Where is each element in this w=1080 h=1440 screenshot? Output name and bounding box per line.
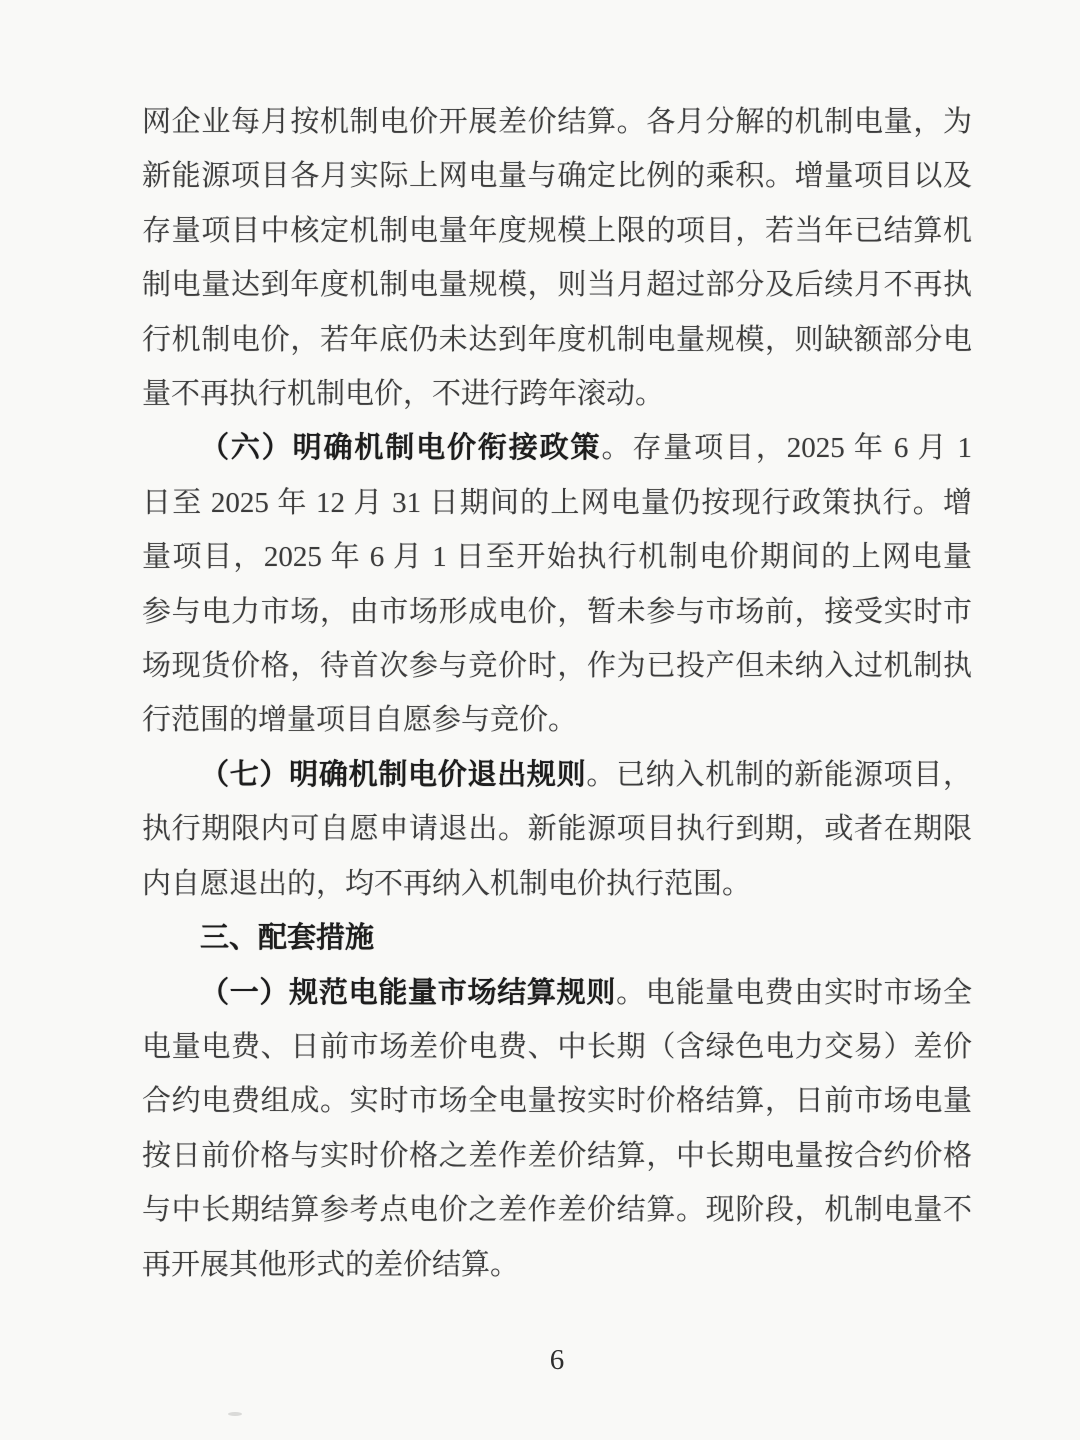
line-text: 场现货价格，待首次参与竞价时，作为已投产但未纳入过机制执 xyxy=(142,650,972,683)
text-line xyxy=(142,530,972,584)
line-text: 行机制电价，若年底仍未达到年度机制电量规模，则缺额部分电 xyxy=(142,323,972,356)
text-line xyxy=(142,204,972,258)
line-text: 合约电费组成。实时市场全电量按实时价格结算，日前市场电量 xyxy=(142,1085,972,1118)
line-text: 新能源项目各月实际上网电量与确定比例的乘积。增量项目以及 xyxy=(142,160,972,193)
text-line xyxy=(142,313,972,367)
section-heading-bold: （七）明确机制电价退出规则 xyxy=(200,758,587,791)
text-line xyxy=(142,95,972,149)
text-line xyxy=(142,421,972,475)
text-line xyxy=(142,748,972,802)
line-text: 网企业每月按机制电价开展差价结算。各月分解的机制电量，为 xyxy=(142,106,972,138)
text-line xyxy=(142,966,972,1020)
line-text: 日至 2025 年 12 月 31 日期间的上网电量仍按现行政策执行。增 xyxy=(142,486,972,519)
document-body xyxy=(142,95,972,1292)
text-line xyxy=(142,857,972,911)
text-line xyxy=(142,1020,972,1074)
line-text: 再开展其他形式的差价结算。 xyxy=(142,1248,520,1281)
text-line xyxy=(142,1183,972,1237)
text-line xyxy=(142,693,972,747)
text-line xyxy=(142,476,972,530)
text-line xyxy=(142,1129,972,1183)
paragraph-section-3 xyxy=(142,911,972,965)
line-text: 量不再执行机制电价，不进行跨年滚动。 xyxy=(142,378,665,411)
line-text: 存量项目中核定机制电量年度规模上限的项目，若当年已结算机 xyxy=(142,214,972,247)
text-line xyxy=(142,258,972,312)
line-text: 与中长期结算参考点电价之差作差价结算。现阶段，机制电量不 xyxy=(142,1194,972,1227)
line-text: 内自愿退出的，均不再纳入机制电价执行范围。 xyxy=(142,867,752,900)
text-line xyxy=(142,1238,972,1292)
text-line xyxy=(142,149,972,203)
text-line xyxy=(142,585,972,639)
text-line xyxy=(142,1074,972,1128)
line-text: 。存量项目，2025 年 6 月 1 xyxy=(601,432,972,465)
line-text: 量项目，2025 年 6 月 1 日至开始执行机制电价期间的上网电量 xyxy=(142,541,972,574)
line-text: 。电能量电费由实时市场全 xyxy=(616,976,972,1009)
section-heading-bold: （六）明确机制电价衔接政策 xyxy=(200,432,602,465)
line-text: 电量电费、日前市场差价电费、中长期（含绿色电力交易）差价 xyxy=(142,1030,972,1063)
line-text: 行范围的增量项目自愿参与竞价。 xyxy=(142,704,578,737)
line-text: 执行期限内可自愿申请退出。新能源项目执行到期，或者在期限 xyxy=(142,813,972,846)
paragraph-continuation xyxy=(142,95,972,421)
line-text: 参与电力市场，由市场形成电价，暂未参与市场前，接受实时市 xyxy=(142,595,972,628)
text-line xyxy=(142,802,972,856)
line-text: 按日前价格与实时价格之差作差价结算，中长期电量按合约价格 xyxy=(142,1139,972,1172)
paragraph-item-6 xyxy=(142,421,972,747)
section-heading-bold: 三、配套措施 xyxy=(200,922,375,955)
line-text: 。已纳入机制的新能源项目， xyxy=(586,758,972,791)
line-text: 制电量达到年度机制电量规模，则当月超过部分及后续月不再执 xyxy=(142,269,972,302)
section-heading-bold: （一）规范电能量市场结算规则 xyxy=(200,976,617,1009)
scan-artifact xyxy=(228,1412,242,1416)
page-number: 6 xyxy=(549,1344,565,1376)
text-line xyxy=(142,639,972,693)
text-line xyxy=(142,911,972,965)
text-line xyxy=(142,367,972,421)
paragraph-item-7 xyxy=(142,748,972,911)
page-footer xyxy=(142,1344,972,1377)
paragraph-item-1 xyxy=(142,966,972,1292)
